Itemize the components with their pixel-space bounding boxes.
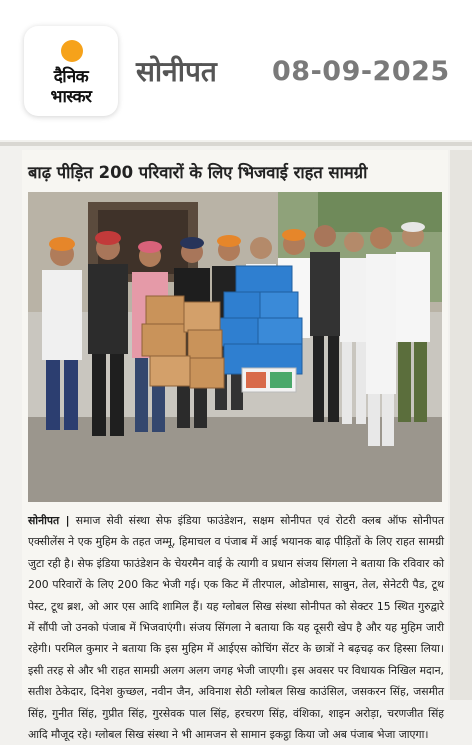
dainik-bhaskar-logo — [24, 26, 118, 116]
headline: बाढ़ पीड़ित 200 परिवारों के लिए भिजवाई राहत सामग्री — [28, 163, 368, 182]
city-label: सोनीपत — [136, 55, 217, 88]
dateline: सोनीपत | — [28, 514, 70, 527]
story-text: समाज सेवी संस्था सेफ इंडिया फाउंडेशन, सक्षम सोनीपत एवं रोटरी क्लब ऑफ सोनीपत एक्सीलेंस ने एक मुहिम के तहत जम्मू, हिमाचल व पंजाब में आई भयानक बाढ़ पीड़ितों के लिए राहत सामग्री जुटा रही है। सेफ इंडिया फाउंडेशन के चेयरमैन वाई के त्यागी व प्रधान संजय सिंगला ने बताया कि रविवार को 200 परिवारों के लिए 200 किट भेजी गई। एक किट में तीरपाल, ओडोमास, साबुन, तेल, सेनेटरी पैड, टूथ पेस्ट, टूथ ब्रश, ओ आर एस आदि शामिल हैं। यह ग्लोबल सिख संस्था सोनीपत को सेक्टर 15 स्थित गुरुद्वारे में सौंपी जो उनको पंजाब में भिजवाएंगी। संजय सिंगला ने बताया कि यह दूसरी खेप है और यह मुहिम जारी रहेगी। परमिल कुमार ने बताया कि इस मुहिम में आईएस कोचिंग सेंटर के छात्रों ने बढ़चढ़ कर हिस्सा लिया। इसी तरह से और भी राहत सामग्री अलग अलग जगह भेजी जाएगी। इस अवसर पर विधायक निखिल मदान, सतीश ठेकेदार, दिनेश कुच्छल, नवीन जैन, अविनाश सेठी ग्लोबल सिख काउंसिल, जसकरन सिंह, जसमीत सिंह, गुनीत सिंह, गुप्रीत सिंह, गुरसेवक पाल सिंह, हरचरण सिंह, वंशिका, शाइन अरोड़ा, चरणजीत सिंह आदि मौजूद रहे। ग्लोबल सिख संस्था ने भी आमजन से सामान इकट्ठा किया जो अब पंजाब भेजा जाएगा। — [28, 514, 444, 742]
header — [0, 0, 472, 140]
group-photo — [28, 192, 442, 502]
page-edge — [450, 150, 472, 700]
story-body — [28, 510, 444, 745]
logo-text-line1: दैनिक — [53, 67, 89, 87]
date-label: 08-09-2025 — [272, 56, 450, 87]
logo-text-line2: भास्कर — [50, 87, 92, 107]
sun-icon — [61, 40, 83, 62]
group-photo-illustration — [28, 192, 442, 502]
divider — [0, 142, 472, 146]
news-clipping — [22, 150, 448, 742]
